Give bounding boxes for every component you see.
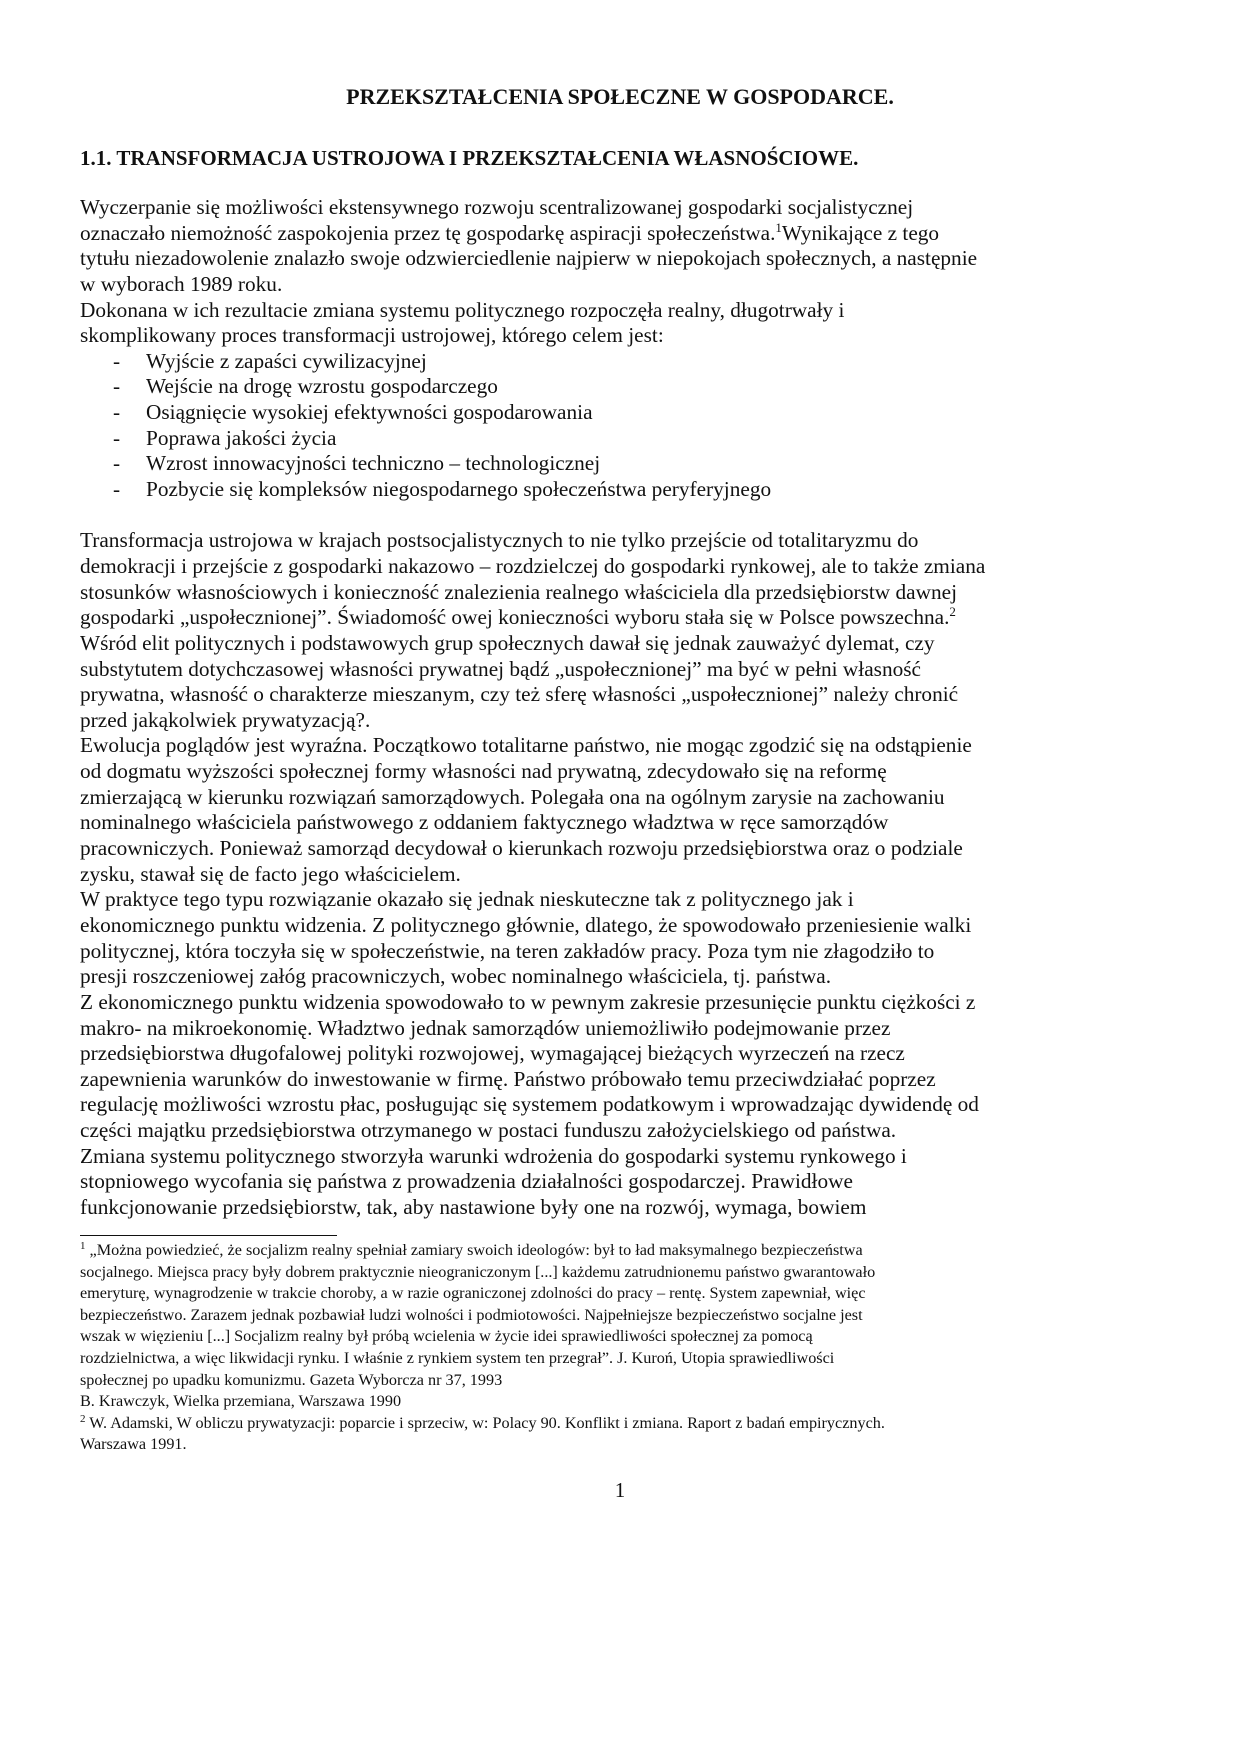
line-text: stosunków własnościowych i konieczność znalezienia realnego właściciela dla przedsiębiorstw dawnej bbox=[80, 579, 958, 604]
line-text: presji roszczeniowej załóg pracowniczych, wobec nominalnego właściciela, tj. państwa. bbox=[80, 964, 832, 989]
line-text: regulację możliwości wzrostu płac, posługując się systemem podatkowym i wprowadzając dywidendę od bbox=[80, 1092, 979, 1117]
line-text: Wśród elit politycznych i podstawowych grup społecznych dawał się jednak zauważyć dylemat, czy bbox=[80, 630, 935, 655]
text-line bbox=[80, 759, 985, 785]
text-line bbox=[80, 1067, 985, 1093]
text-line bbox=[80, 862, 985, 888]
line-text: substytutem dotychczasowej własności prywatnej bądź „uspołecznionej” ma być w pełni własność bbox=[80, 656, 921, 681]
list-item bbox=[80, 400, 985, 426]
line-text: przed jakąkolwiek prywatyzacją?. bbox=[80, 707, 371, 732]
line-text: pracowniczych. Ponieważ samorząd decydował o kierunkach rozwoju przedsiębiorstwa oraz o podziale bbox=[80, 836, 963, 861]
text-line bbox=[80, 221, 985, 247]
list-dash: - bbox=[113, 348, 121, 373]
line-text: zapewnienia warunków do inwestowanie w firmę. Państwo próbowało temu przeciwdziałać poprzez bbox=[80, 1066, 936, 1091]
text-line bbox=[80, 1016, 985, 1042]
list-dash: - bbox=[113, 400, 121, 425]
line-text: stopniowego wycofania się państwa z prowadzenia działalności gospodarczej. Prawidłowe bbox=[80, 1169, 853, 1194]
text-line bbox=[80, 810, 985, 836]
text-line bbox=[80, 887, 985, 913]
text-line bbox=[80, 785, 985, 811]
list-item bbox=[80, 477, 985, 503]
footnote-line bbox=[80, 1413, 885, 1435]
line-text: Ewolucja poglądów jest wyraźna. Początkowo totalitarne państwo, nie mogąc zgodzić się na odstąpienie bbox=[80, 733, 972, 758]
line-text: zysku, stawał się de facto jego właścicielem. bbox=[80, 861, 461, 886]
text-line bbox=[80, 1144, 985, 1170]
footnote-line bbox=[80, 1434, 885, 1456]
text-line bbox=[80, 939, 985, 965]
body-text bbox=[80, 195, 985, 1221]
line-text: Zmiana systemu politycznego stworzyła warunki wdrożenia do gospodarki systemu rynkowego i bbox=[80, 1143, 907, 1168]
footnote-line bbox=[80, 1283, 885, 1305]
line-text: funkcjonowanie przedsiębiorstw, tak, aby nastawione były one na rozwój, wymaga, bowiem bbox=[80, 1194, 867, 1219]
line-text: Dokonana w ich rezultacie zmiana systemu politycznego rozpoczęła realny, długotrwały i bbox=[80, 297, 845, 322]
text-line bbox=[80, 964, 985, 990]
line-text: Transformacja ustrojowa w krajach postsocjalistycznych to nie tylko przejście od totalitaryzmu do bbox=[80, 528, 919, 553]
footnote-text: Warszawa 1991. bbox=[80, 1435, 187, 1454]
line-text: tytułu niezadowolenie znalazło swoje odzwierciedlenie najpierw w niepokojach społecznych, a następnie bbox=[80, 246, 978, 271]
list-dash: - bbox=[113, 477, 121, 502]
text-line bbox=[80, 554, 985, 580]
line-text: Wejście na drogę wzrostu gospodarczego bbox=[146, 374, 498, 399]
footnotes bbox=[80, 1240, 885, 1456]
document-title: PRZEKSZTAŁCENIA SPOŁECZNE W GOSPODARCE. bbox=[346, 84, 894, 109]
text-line bbox=[80, 195, 985, 221]
footnote-text: socjalnego. Miejsca pracy były dobrem praktycznie nieograniczonym [...] każdemu zatrudnionemu państwo gwarantowało bbox=[80, 1262, 876, 1281]
footnote-line bbox=[80, 1348, 885, 1370]
footnote-ref: 2 bbox=[949, 604, 956, 620]
text-line bbox=[80, 528, 985, 554]
list-dash: - bbox=[113, 374, 121, 399]
line-text: ekonomicznego punktu widzenia. Z politycznego głównie, dlatego, że spowodowało przeniesienie walki bbox=[80, 912, 972, 937]
line-text: Wynikające z tego bbox=[781, 220, 940, 245]
footnote-line bbox=[80, 1262, 885, 1284]
line-text: politycznej, która toczyła się w społeczeństwie, na teren zakładów pracy. Poza tym nie złagodziło to bbox=[80, 938, 935, 963]
line-text: Wyjście z zapaści cywilizacyjnej bbox=[146, 348, 427, 373]
text-line bbox=[80, 657, 985, 683]
line-text: makro- na mikroekonomię. Władztwo jednak samorządów uniemożliwiło podejmowanie przez bbox=[80, 1015, 891, 1040]
text-line bbox=[80, 605, 985, 631]
line-text: zmierzającą w kierunku rozwiązań samorządowych. Polegała ona na ogólnym zarysie na zachowaniu bbox=[80, 784, 945, 809]
text-line bbox=[80, 1195, 985, 1221]
line-text: Wzrost innowacyjności techniczno – technologicznej bbox=[146, 451, 601, 476]
line-text: nominalnego właściciela państwowego z oddaniem faktycznego władztwa w ręce samorządów bbox=[80, 810, 889, 835]
line-text: Wyczerpanie się możliwości ekstensywnego rozwoju scentralizowanej gospodarki socjalistycznej bbox=[80, 195, 914, 219]
list-dash: - bbox=[113, 451, 121, 476]
footnote-text: bezpieczeństwo. Zarazem jednak pozbawiał ludzi wolności i podmiotowości. Najpełniejsze bezpieczeństwo socjalne jest bbox=[80, 1305, 863, 1324]
line-text: Poprawa jakości życia bbox=[146, 425, 337, 450]
footnote-separator bbox=[80, 1235, 337, 1236]
text-line bbox=[80, 631, 985, 657]
line-text: demokracji i przejście z gospodarki nakazowo – rozdzielczej do gospodarki rynkowej, ale to także zmiana bbox=[80, 553, 986, 578]
footnote-line bbox=[80, 1305, 885, 1327]
blank-line bbox=[80, 503, 985, 529]
footnote-line bbox=[80, 1240, 885, 1262]
text-line bbox=[80, 580, 985, 606]
footnote-ref: 1 bbox=[775, 219, 782, 235]
list-item bbox=[80, 426, 985, 452]
list-item bbox=[80, 451, 985, 477]
list-dash: - bbox=[113, 425, 121, 450]
page-number: 1 bbox=[614, 1478, 626, 1502]
line-text: W praktyce tego typu rozwiązanie okazało się jednak nieskuteczne tak z politycznego jak i bbox=[80, 887, 854, 912]
line-text: części majątku przedsiębiorstwa otrzymanego w postaci funduszu założycielskiego od państwa. bbox=[80, 1118, 897, 1143]
text-line bbox=[80, 682, 985, 708]
text-line bbox=[80, 733, 985, 759]
footnote-text: wszak w więzieniu [...] Socjalizm realny był próbą wcielenia w życie idei sprawiedliwości społecznej za pomocą bbox=[80, 1327, 813, 1346]
text-line bbox=[80, 1169, 985, 1195]
line-text: Z ekonomicznego punktu widzenia spowodowało to w pewnym zakresie przesunięcie punktu ciężkości z bbox=[80, 989, 976, 1014]
section-heading: 1.1. TRANSFORMACJA USTROJOWA I PRZEKSZTAŁCENIA WŁASNOŚCIOWE. bbox=[80, 146, 859, 170]
text-line bbox=[80, 1041, 985, 1067]
text-line bbox=[80, 1092, 985, 1118]
footnote-text: emeryturę, wynagrodzenie w trakcie choroby, a w razie ograniczonej zdolności do pracy – rentę. System zapewniał, więc bbox=[80, 1284, 866, 1303]
footnote-number: 1 bbox=[80, 1240, 86, 1252]
footnote-text: „Można powiedzieć, że socjalizm realny spełniał zamiary swoich ideologów: był to ład maksymalnego bezpieczeństwa bbox=[85, 1241, 863, 1259]
text-line bbox=[80, 272, 985, 298]
footnote-text: społecznej po upadku komunizmu. Gazeta Wyborcza nr 37, 1993 bbox=[80, 1370, 503, 1389]
text-line bbox=[80, 1118, 985, 1144]
list-item bbox=[80, 349, 985, 375]
text-line bbox=[80, 913, 985, 939]
footnote-text: rozdzielnictwa, a więc likwidacji rynku. I właśnie z rynkiem system ten przegrał”. J. Kuroń, Utopia sprawiedliwości bbox=[80, 1348, 835, 1367]
footnote-text: B. Krawczyk, Wielka przemiana, Warszawa 1990 bbox=[80, 1392, 402, 1411]
footnote-line bbox=[80, 1391, 885, 1413]
footnote-line bbox=[80, 1370, 885, 1392]
text-line bbox=[80, 246, 985, 272]
line-text: gospodarki „uspołecznionej”. Świadomość owej konieczności wyboru stała się w Polsce powszechna. bbox=[80, 605, 950, 630]
line-text: w wyborach 1989 roku. bbox=[80, 271, 283, 296]
text-line bbox=[80, 323, 985, 349]
text-line bbox=[80, 298, 985, 324]
footnote-line bbox=[80, 1326, 885, 1348]
line-text: prywatna, własność o charakterze mieszanym, czy też sferę własności „uspołecznionej” należy chronić bbox=[80, 682, 959, 707]
line-text: Osiągnięcie wysokiej efektywności gospodarowania bbox=[146, 400, 593, 425]
line-text: od dogmatu wyższości społecznej formy własności nad prywatną, zdecydowało się na reformę bbox=[80, 759, 887, 784]
line-text: Pozbycie się kompleksów niegospodarnego społeczeństwa peryferyjnego bbox=[146, 477, 772, 502]
text-line bbox=[80, 990, 985, 1016]
text-line bbox=[80, 708, 985, 734]
text-line bbox=[80, 836, 985, 862]
footnote-text: W. Adamski, W obliczu prywatyzacji: poparcie i sprzeciw, w: Polacy 90. Konflikt i zmiana. Raport z badań empirycznych. bbox=[85, 1413, 885, 1432]
footnote-number: 2 bbox=[80, 1412, 86, 1425]
line-text: przedsiębiorstwa długofalowej polityki rozwojowej, wymagającej bieżących wyrzeczeń na rzecz bbox=[80, 1041, 905, 1066]
line-text: skomplikowany proces transformacji ustrojowej, którego celem jest: bbox=[80, 323, 664, 348]
list-item bbox=[80, 374, 985, 400]
line-text: oznaczało niemożność zaspokojenia przez tę gospodarkę aspiracji społeczeństwa. bbox=[80, 220, 776, 245]
